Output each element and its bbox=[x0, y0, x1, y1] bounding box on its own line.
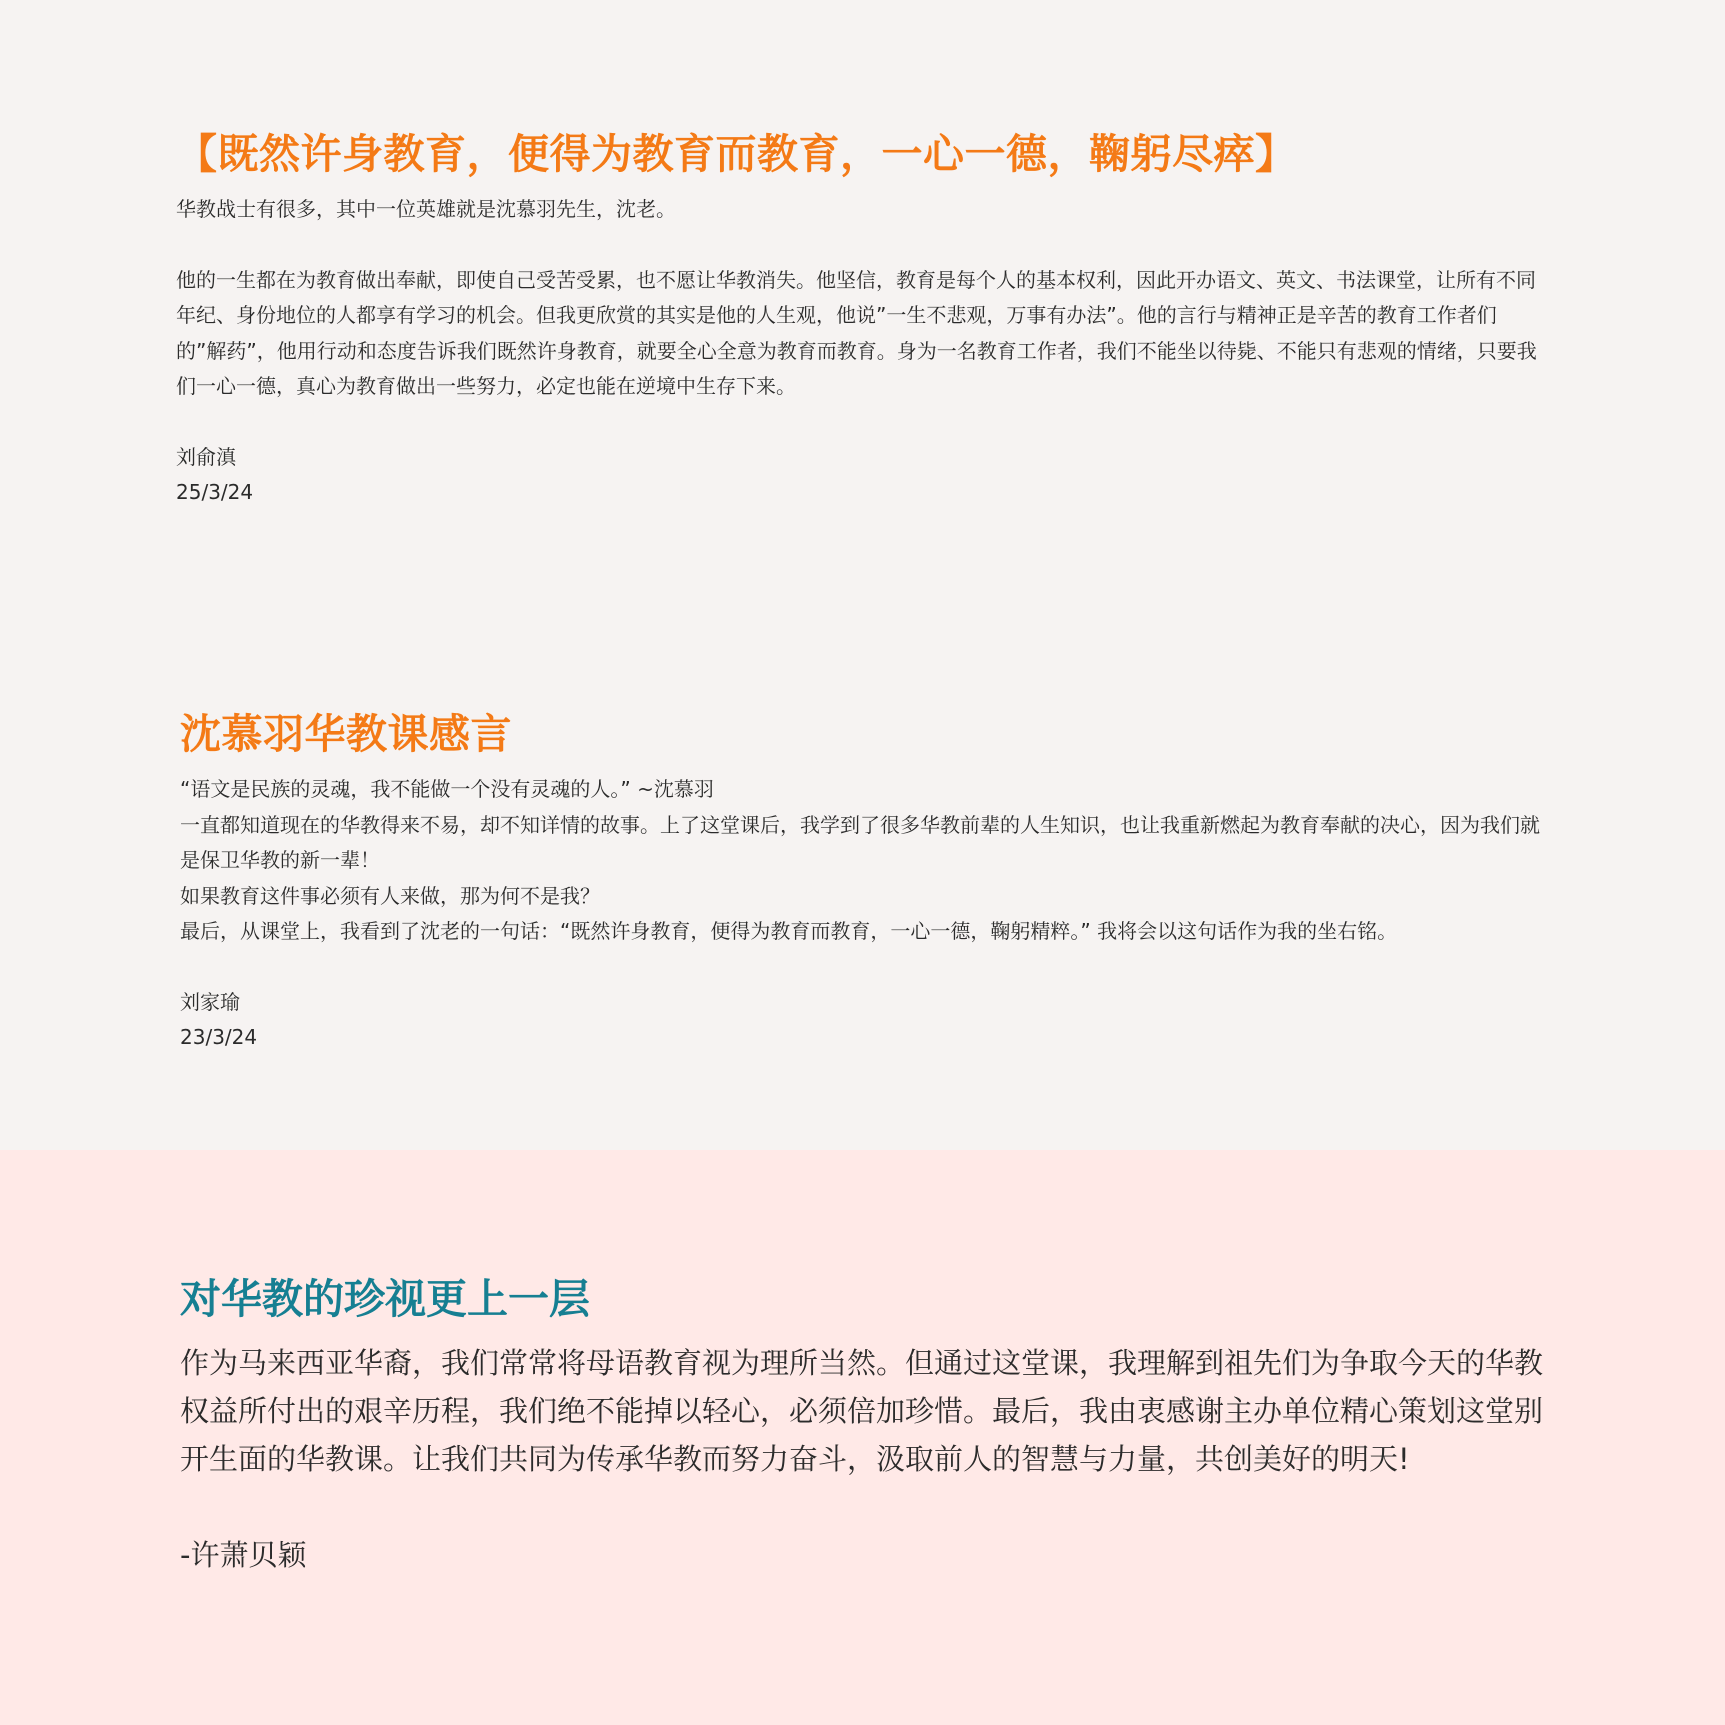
section-2-body-1: 一直都知道现在的华教得来不易，却不知详情的故事。上了这堂课后，我学到了很多华教前辈的人生知识，也让我重新燃起为教育奉献的决心，因为我们就是保卫华教的新一辈！ bbox=[180, 812, 1540, 872]
section-1-intro: 华教战士有很多，其中一位英雄就是沈慕羽先生，沈老。 bbox=[176, 197, 676, 221]
reflection-section-1 bbox=[0, 0, 1725, 560]
section-1-title: 【既然许身教育，便得为教育而教育，一心一德，鞠躬尽瘁】 bbox=[176, 130, 1297, 178]
section-1-author: 刘俞滇 bbox=[176, 444, 236, 469]
section-2-author: 刘家瑜 bbox=[180, 989, 240, 1014]
reflection-section-2 bbox=[0, 560, 1725, 1150]
section-2-body-2: 如果教育这件事必须有人来做，那为何不是我？ bbox=[180, 883, 600, 908]
section-3-title: 对华教的珍视更上一层 bbox=[180, 1275, 590, 1323]
spacer bbox=[180, 1483, 1725, 1531]
section-3-body: 作为马来西亚华裔，我们常常将母语教育视为理所当然。但通过这堂课，我理解到祖先们为争取今天的华教权益所付出的艰辛历程，我们绝不能掉以轻心，必须倍加珍惜。最后，我由衷感谢主办单位精心策划这堂别开生面的华教课。让我们共同为传承华教而努力奋斗，汲取前人的智慧与力量，共创美好的明天! bbox=[180, 1346, 1544, 1476]
section-2-date: 23/3/24 bbox=[180, 1025, 258, 1049]
spacer bbox=[176, 405, 1725, 440]
section-1-body: 他的一生都在为教育做出奉献，即使自己受苦受累，也不愿让华教消失。他坚信，教育是每个人的基本权利，因此开办语文、英文、书法课堂，让所有不同年纪、身份地位的人都享有学习的机会。但我更欣赏的其实是他的人生观，他说”一生不悲观，万事有办法”。他的言行与精神正是辛苦的教育工作者们的”解药”，他用行动和态度告诉我们既然许身教育，就要全心全意为教育而教育。身为一名教育工作者，我们不能坐以待毙、不能只有悲观的情绪，只要我们一心一德，真心为教育做出一些努力，必定也能在逆境中生存下来。 bbox=[176, 267, 1537, 398]
section-2-quote: “语文是民族的灵魂，我不能做一个没有灵魂的人。” ~沈慕羽 bbox=[180, 777, 714, 801]
section-3-author: -许萧贝颖 bbox=[180, 1538, 307, 1572]
spacer bbox=[176, 228, 1725, 263]
section-2-body-3: 最后，从课堂上，我看到了沈老的一句话：“既然许身教育，便得为教育而教育，一心一德，鞠躬精粹。” 我将会以这句话作为我的坐右铭。 bbox=[180, 919, 1398, 943]
section-2-title: 沈慕羽华教课感言 bbox=[180, 710, 512, 758]
reflection-section-3 bbox=[0, 1150, 1725, 1725]
spacer bbox=[180, 950, 1725, 985]
section-1-date: 25/3/24 bbox=[176, 480, 254, 504]
